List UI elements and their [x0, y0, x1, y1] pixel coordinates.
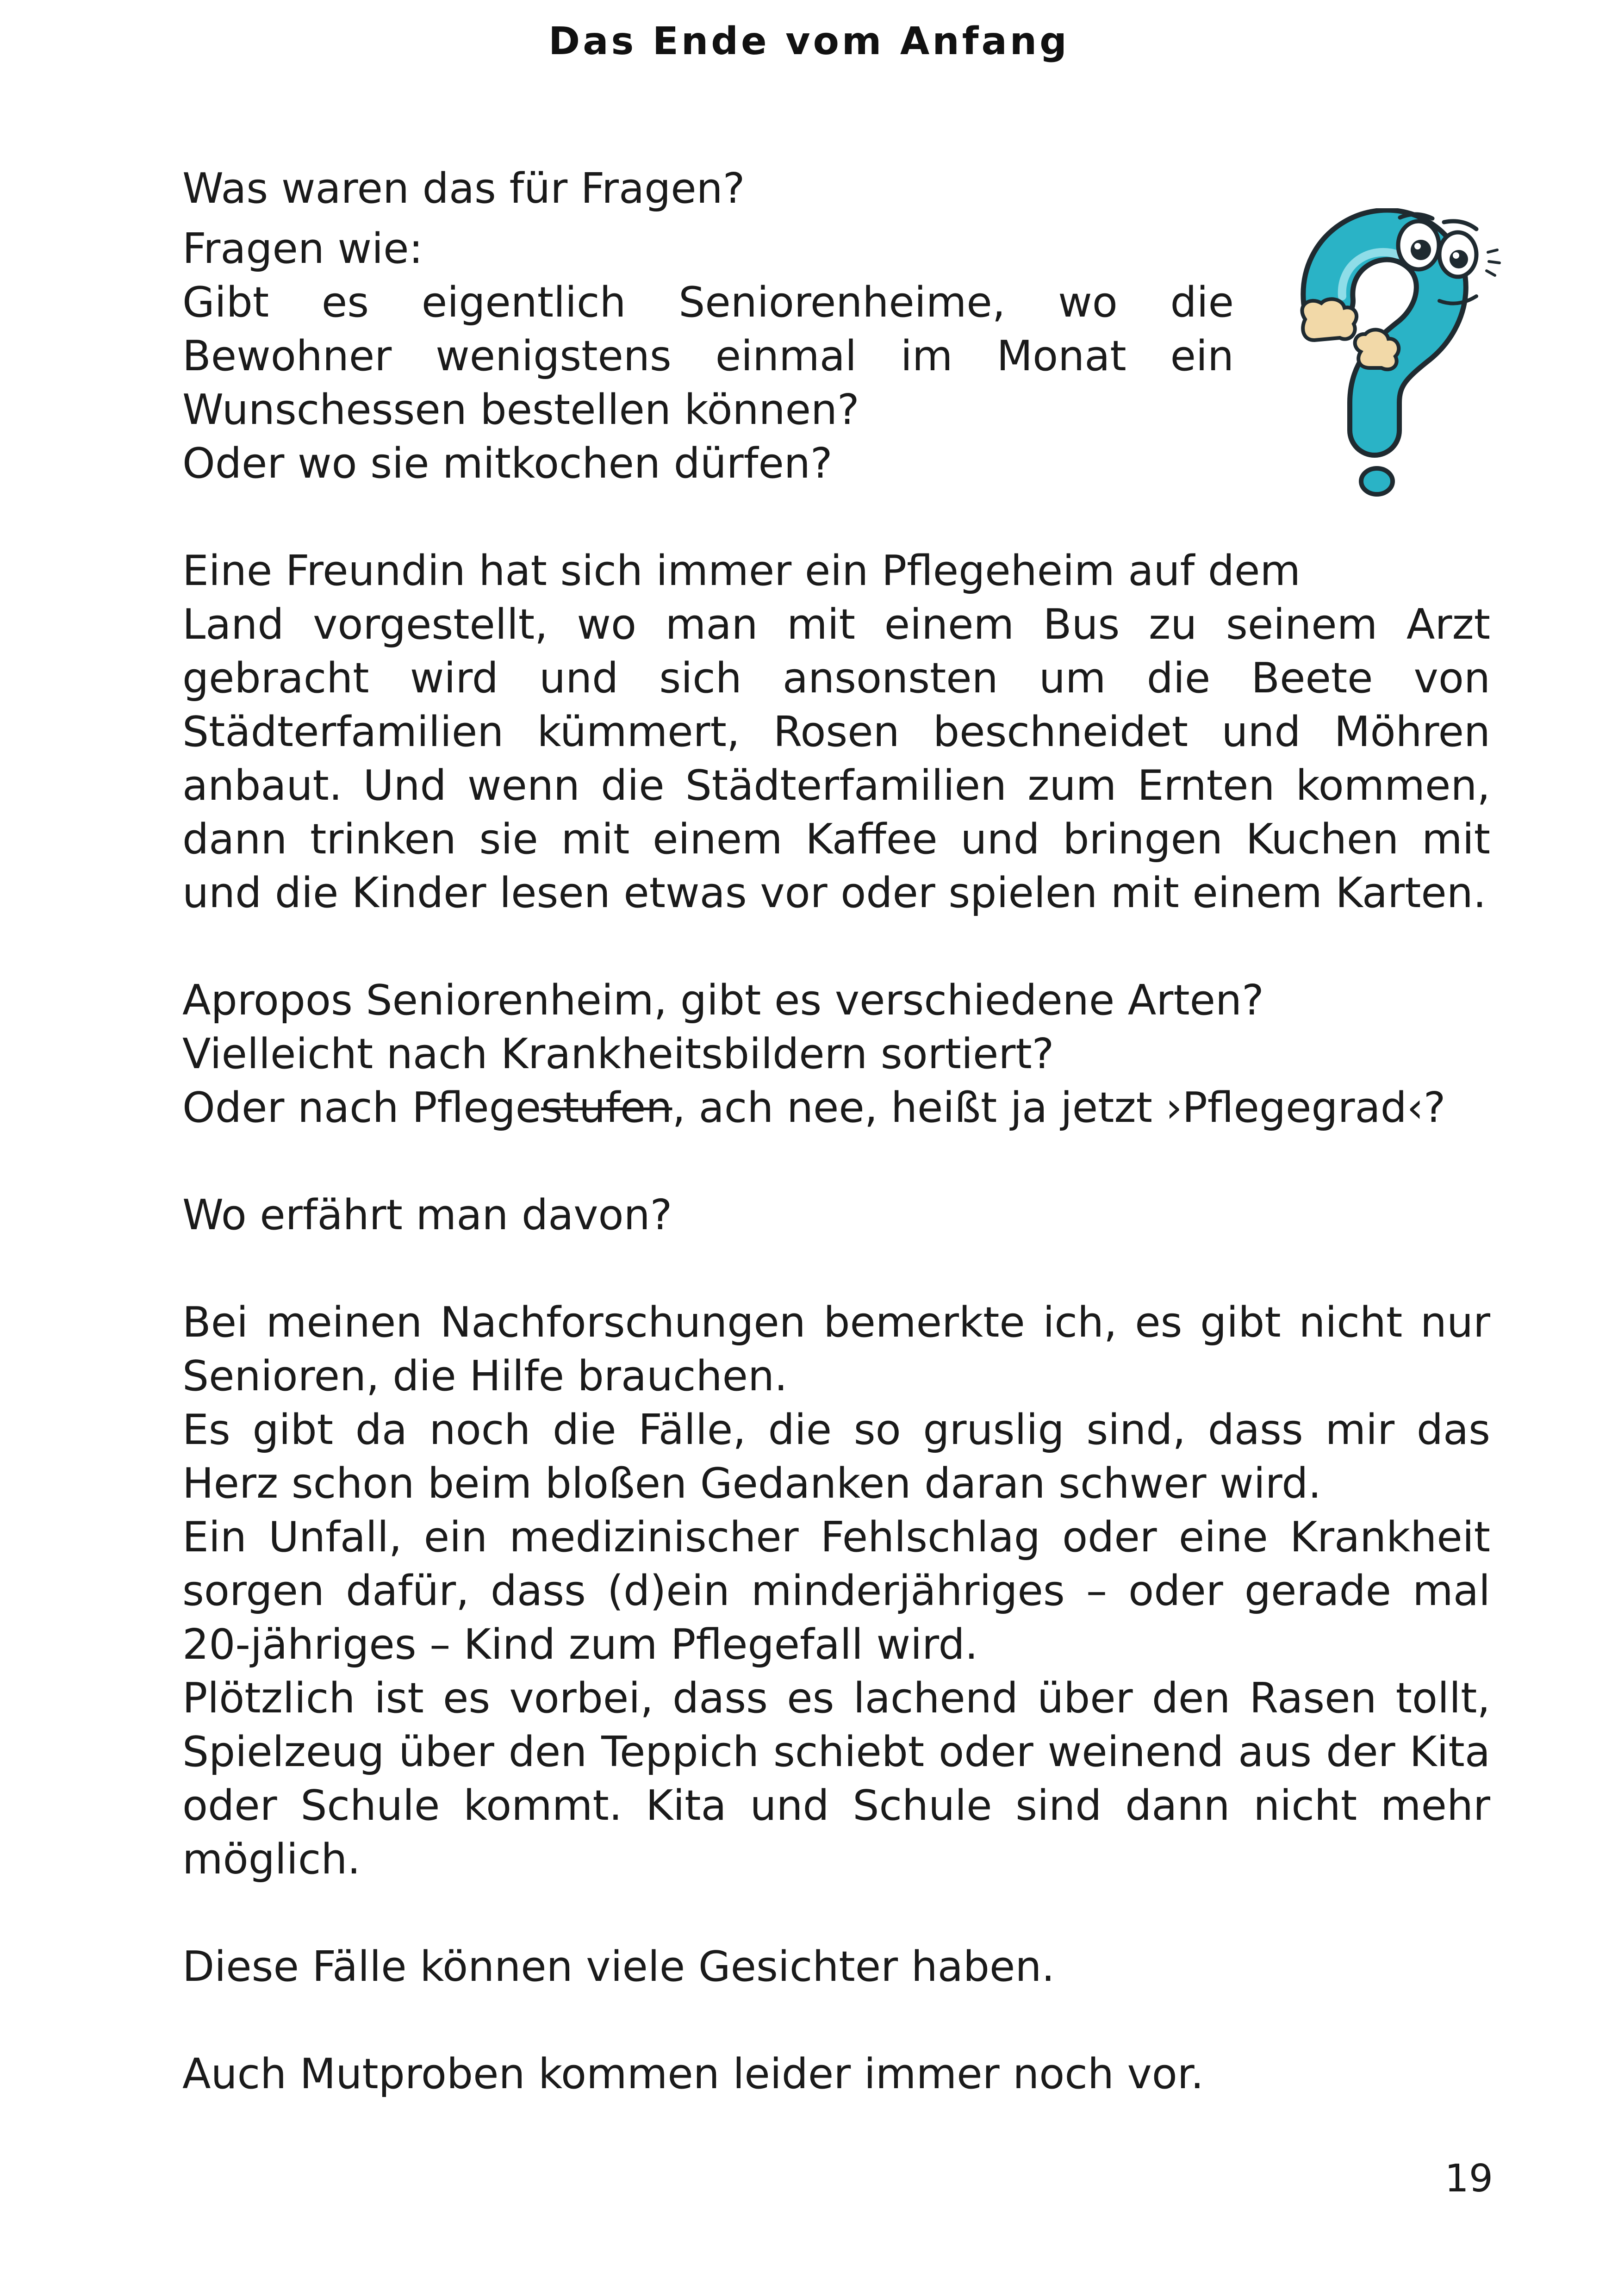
pflege-prefix: Oder nach Pflege [182, 1083, 541, 1132]
pflegegrad-suffix: , ach nee, heißt ja jetzt ›Pflegegrad‹? [672, 1083, 1446, 1132]
research-paragraph-1: Bei meinen Nachforschungen bemerkte ich, es gibt nicht nur Senioren, die Hilfe brauchen. [182, 1298, 1490, 1400]
intro-question-1: Gibt es eigentlich Seniorenheime, wo die Bewohner wenigstens einmal im Monat ein Wunschessen bestellen können? [182, 278, 1234, 434]
research-paragraph-4: Plötzlich ist es vorbei, dass es lachend über den Rasen tollt, Spielzeug über den Teppich schiebt oder weinend aus der Kita oder Schule kommt. Kita und Schule sind dann nicht mehr möglich. [182, 1674, 1490, 1884]
dares-line: Auch Mutproben kommen leider immer noch vor. [182, 2050, 1204, 2098]
question-mark-character-icon [1259, 208, 1518, 504]
where-question: Wo erfährt man davon? [182, 1191, 672, 1239]
intro-question-2: Oder wo sie mitkochen dürfen? [182, 439, 833, 488]
research-paragraph-3: Ein Unfall, ein medizinischer Fehlschlag oder eine Krankheit sorgen dafür, dass (d)ein minderjähriges – oder gerade mal 20-jähriges – Kind zum Pflegefall wird. [182, 1513, 1490, 1669]
faces-line: Diese Fälle können viele Gesichter haben. [182, 1942, 1055, 1991]
page-number: 19 [1444, 2157, 1493, 2201]
intro-lead: Fragen wie: [182, 224, 423, 273]
friend-paragraph [182, 544, 1490, 920]
friend-line-1: Eine Freundin hat sich immer ein Pflegeheim auf dem [182, 547, 1301, 595]
struck-word: stufen [541, 1083, 672, 1132]
chapter-title: Das Ende vom Anfang [548, 19, 1070, 63]
intro-question: Was waren das für Fragen? [182, 164, 745, 213]
apropos-line-3 [182, 1081, 1490, 1135]
apropos-line-1: Apropos Seniorenheim, gibt es verschiedene Arten? [182, 976, 1264, 1025]
apropos-line-2: Vielleicht nach Krankheitsbildern sortiert? [182, 1030, 1054, 1078]
research-paragraph-2: Es gibt da noch die Fälle, die so gruslig sind, dass mir das Herz schon beim bloßen Gedanken daran schwer wird. [182, 1406, 1490, 1508]
friend-text: Land vorgestellt, wo man mit einem Bus zu seinem Arzt gebracht wird und sich ansonsten um die Beete von Städterfamilien kümmert, Rosen beschneidet und Möhren anbaut. Und wenn die Städterfamilien zum Ernten kommen, dann trinken sie mit einem Kaffee und bringen Kuchen mit und die Kinder lesen etwas vor oder spielen mit einem Karten. [182, 600, 1490, 917]
